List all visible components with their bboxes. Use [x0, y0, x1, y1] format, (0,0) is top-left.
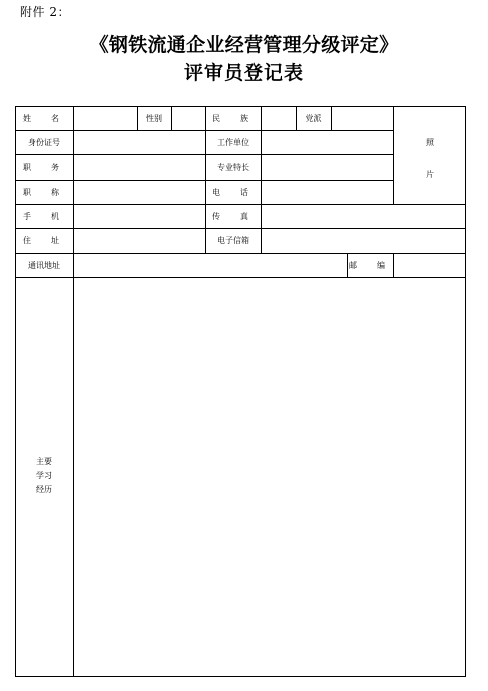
document-title: 《钢铁流通企业经营管理分级评定》	[89, 34, 399, 56]
mailing-address-field[interactable]	[74, 254, 346, 276]
mobile-field[interactable]	[74, 205, 204, 227]
mailing-address-label: 通讯地址	[28, 260, 60, 270]
email-label: 电子信箱	[217, 236, 249, 245]
position-label: 职 务	[23, 162, 65, 172]
registration-form	[15, 106, 466, 677]
ethnicity-label: 民 族	[212, 113, 254, 123]
ethnicity-field[interactable]	[262, 107, 295, 129]
employer-field[interactable]	[262, 131, 392, 153]
experience-label	[15, 455, 73, 497]
mobile-label: 手 机	[23, 211, 65, 221]
email-field[interactable]	[262, 229, 465, 252]
address-label: 住 址	[23, 236, 65, 245]
photo-area[interactable]	[394, 107, 465, 203]
name-field[interactable]	[74, 107, 136, 129]
photo-label-bottom: 片	[426, 170, 434, 179]
title-label: 职 称	[23, 187, 65, 197]
photo-label-top: 照	[426, 138, 434, 147]
id-number-field[interactable]	[74, 131, 204, 153]
address-field[interactable]	[74, 229, 204, 252]
gender-field[interactable]	[172, 107, 204, 129]
postcode-label: 邮 编	[349, 260, 391, 270]
specialty-field[interactable]	[262, 155, 392, 179]
party-label: 党派	[305, 113, 322, 123]
experience-field[interactable]	[74, 278, 465, 676]
experience-label-line1: 主要	[36, 457, 52, 466]
name-label: 姓 名	[23, 113, 65, 123]
experience-label-line3: 经历	[36, 485, 52, 494]
fax-field[interactable]	[262, 205, 465, 227]
id-number-label: 身份证号	[28, 137, 60, 147]
postcode-field[interactable]	[394, 254, 465, 276]
phone-field[interactable]	[262, 181, 392, 203]
position-field[interactable]	[74, 155, 204, 179]
document-subtitle: 评审员登记表	[183, 62, 304, 84]
experience-label-line2: 学习	[36, 471, 52, 480]
title-field[interactable]	[74, 181, 204, 203]
party-field[interactable]	[332, 107, 392, 129]
attachment-label: 附件 2：	[20, 5, 70, 19]
employer-label: 工作单位	[217, 137, 249, 147]
fax-label: 传 真	[212, 211, 254, 221]
specialty-label: 专业特长	[217, 162, 249, 172]
phone-label: 电 话	[212, 187, 254, 197]
gender-label: 性别	[146, 113, 162, 123]
